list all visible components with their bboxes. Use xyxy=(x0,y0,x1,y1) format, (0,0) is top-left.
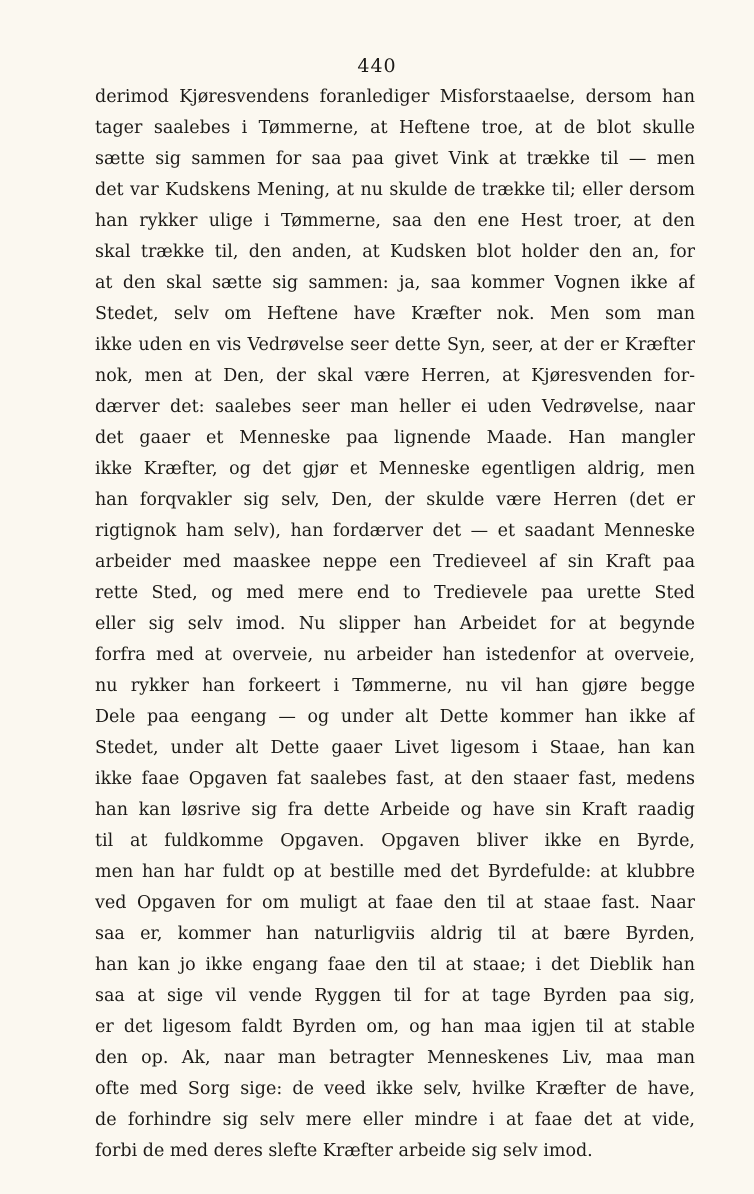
page-number: 440 xyxy=(357,55,397,77)
text-line: tager saalebes i Tømmerne, at Heftene troe, at de blot skulle xyxy=(95,118,695,138)
text-line: de forhindre sig selv mere eller mindre i at faae det at vide, xyxy=(95,1110,695,1130)
text-line: nok, men at Den, der skal være Herren, at Kjøresvenden for- xyxy=(95,366,695,386)
text-line: skal trække til, den anden, at Kudsken blot holder den an, for xyxy=(95,242,695,262)
body-text xyxy=(95,82,695,1167)
text-line: er det ligesom faldt Byrden om, og han maa igjen til at stable xyxy=(95,1017,695,1037)
text-line: sætte sig sammen for saa paa givet Vink at trække til — men xyxy=(95,149,695,169)
text-line: nu rykker han forkeert i Tømmerne, nu vil han gjøre begge xyxy=(95,676,695,696)
text-line: Stedet, selv om Heftene have Kræfter nok. Men som man xyxy=(95,304,695,324)
text-line: ofte med Sorg sige: de veed ikke selv, hvilke Kræfter de have, xyxy=(95,1079,695,1099)
text-line: saa er, kommer han naturligviis aldrig til at bære Byrden, xyxy=(95,924,695,944)
text-line: Stedet, under alt Dette gaaer Livet ligesom i Staae, han kan xyxy=(95,738,695,758)
text-line: den op. Ak, naar man betragter Menneskenes Liv, maa man xyxy=(95,1048,695,1068)
text-line: han kan jo ikke engang faae den til at staae; i det Dieblik han xyxy=(95,955,695,975)
text-line: at den skal sætte sig sammen: ja, saa kommer Vognen ikke af xyxy=(95,273,695,293)
text-line: eller sig selv imod. Nu slipper han Arbeidet for at begynde xyxy=(95,614,695,634)
text-line: Dele paa eengang — og under alt Dette kommer han ikke af xyxy=(95,707,695,727)
text-line: han rykker ulige i Tømmerne, saa den ene Hest troer, at den xyxy=(95,211,695,231)
text-line: rette Sted, og med mere end to Tredievele paa urette Sted xyxy=(95,583,695,603)
text-line: han kan løsrive sig fra dette Arbeide og have sin Kraft raadig xyxy=(95,800,695,820)
text-line: dærver det: saalebes seer man heller ei uden Vedrøvelse, naar xyxy=(95,397,695,417)
text-line: rigtignok ham selv), han fordærver det — et saadant Menneske xyxy=(95,521,695,541)
text-line: men han har fuldt op at bestille med det Byrdefulde: at klubbre xyxy=(95,862,695,882)
text-line: forfra med at overveie, nu arbeider han istedenfor at overveie, xyxy=(95,645,695,665)
text-line: saa at sige vil vende Ryggen til for at tage Byrden paa sig, xyxy=(95,986,695,1006)
text-line: ved Opgaven for om muligt at faae den til at staae fast. Naar xyxy=(95,893,695,913)
text-line: til at fuldkomme Opgaven. Opgaven bliver ikke en Byrde, xyxy=(95,831,695,851)
text-line: ikke uden en vis Vedrøvelse seer dette Syn, seer, at der er Kræfter xyxy=(95,335,695,355)
text-line: forbi de med deres slefte Kræfter arbeide sig selv imod. xyxy=(95,1141,593,1161)
text-line: derimod Kjøresvendens foranlediger Misforstaaelse, dersom han xyxy=(95,87,695,107)
text-line: han forqvakler sig selv, Den, der skulde være Herren (det er xyxy=(95,490,695,510)
text-line: ikke Kræfter, og det gjør et Menneske egentligen aldrig, men xyxy=(95,459,695,479)
text-line: ikke faae Opgaven fat saalebes fast, at den staaer fast, medens xyxy=(95,769,695,789)
text-line: det var Kudskens Mening, at nu skulde de trække til; eller dersom xyxy=(95,180,695,200)
text-line: arbeider med maaskee neppe een Tredieveel af sin Kraft paa xyxy=(95,552,695,572)
text-line: det gaaer et Menneske paa lignende Maade. Han mangler xyxy=(95,428,695,448)
